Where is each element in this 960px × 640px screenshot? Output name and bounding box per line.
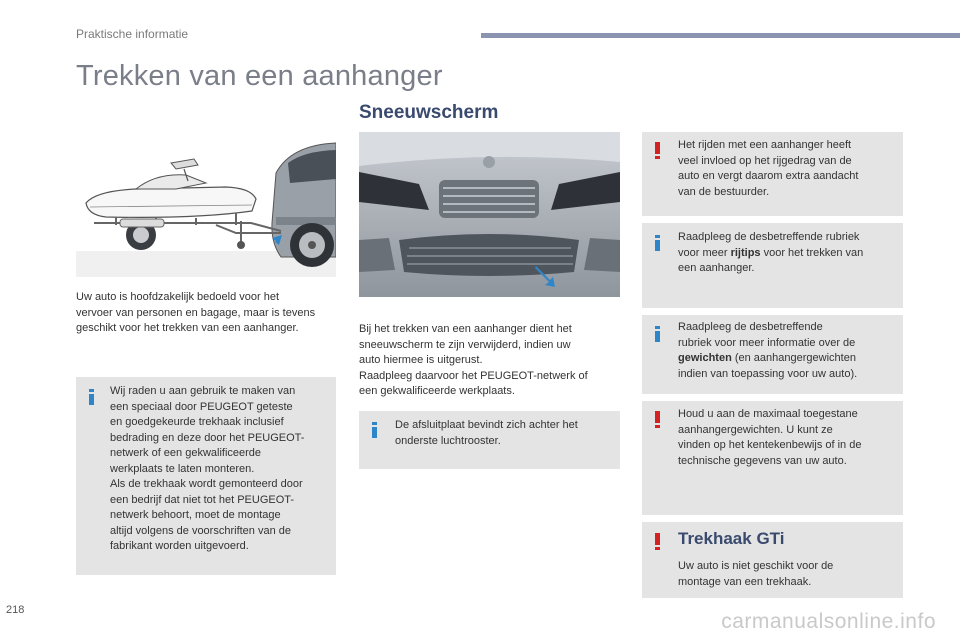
section-heading-sneeuwscherm: Sneeuwscherm [359,102,499,123]
intro-paragraph: Uw auto is hoofdzakelijk bedoeld voor het vervoer van personen en bagage, maar is tevens geschikt voor het trekken van een aanhanger. [76,291,316,334]
section-header: Praktische informatie [76,27,189,41]
gti-towbar-text: Uw auto is niet geschikt voor de montage van een trekhaak. [678,560,834,588]
info-icon [655,326,660,342]
info-icon [89,389,94,405]
warning-icon [655,411,660,428]
watermark: carmanualsonline.info [721,610,936,633]
gti-towbar-heading: Trekhaak GTi [678,529,785,548]
max-weight-warning-text: Houd u aan de maximaal toegestane aanhangergewichten. U kunt ze vinden op het kentekenbewijs of in de technische gegevens van uw auto. [678,408,862,467]
driving-warning-text: Het rijden met een aanhanger heeft veel invloed op het rijgedrag van de auto en vergt daarom extra aandacht van de bestuurder. [678,139,859,198]
driving-tips-info-text: Raadpleeg de desbetreffende rubriek voor meer rijtips voor het trekken van een aanhanger. [678,231,864,274]
info-icon [655,235,660,251]
closing-plate-info-text: De afsluitplaat bevindt zich achter het onderste luchtrooster. [395,419,578,447]
snow-shield-illustration [359,132,620,297]
warning-icon [655,142,660,159]
jetski-trailer-drawing [76,133,336,277]
warning-icon [655,533,660,550]
weights-info-text: Raadpleeg de desbetreffende rubriek voor meer informatie over de gewichten (en aanhangergewichten indien van toepassing voor uw auto). [678,321,858,380]
header-accent-bar [481,33,960,38]
car-front-grille-drawing [359,132,620,297]
info-icon [372,422,377,438]
snow-shield-paragraph: Bij het trekken van een aanhanger dient het sneeuwscherm te zijn verwijderd, indien uw auto hiermee is uitgerust. Raadpleeg daarvoor het PEUGEOT-netwerk of een gekwalificeerde werkplaats. [359,323,588,397]
page-title: Trekken van een aanhanger [76,60,443,92]
trailer-illustration [76,133,336,277]
page-number: 218 [6,604,25,616]
towbar-info-text: Wij raden u aan gebruik te maken van een speciaal door PEUGEOT geteste en goedgekeurde trekhaak inclusief bedrading en deze door het PEUGEOT- netwerk of een gekwalificeerde werkplaats te laten monteren. Als de trekhaak wordt gemonteerd door een bedrijf dat niet tot het PEUGEOT- netwerk behoort, moet de montage altijd volgens de voorschriften van de fabrikant worden uitgevoerd. [110,385,305,552]
